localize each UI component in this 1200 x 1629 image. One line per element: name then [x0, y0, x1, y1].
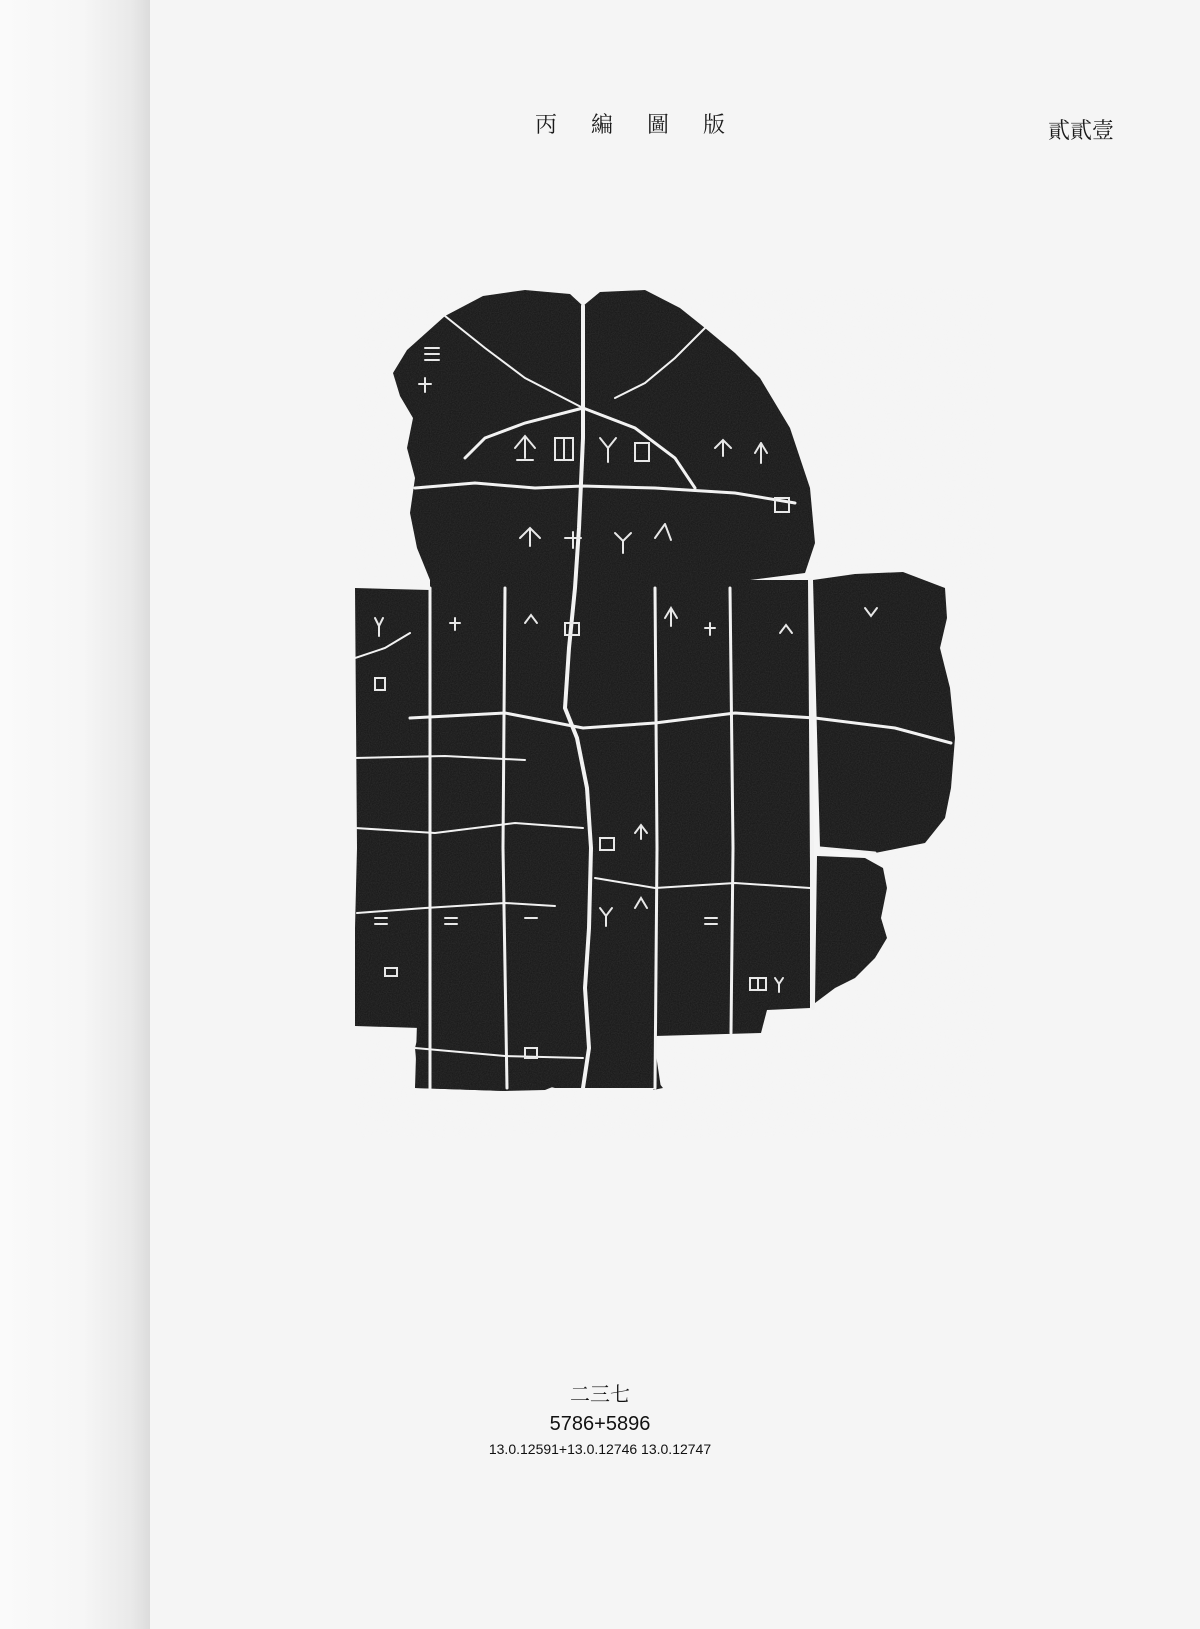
oracle-bone-rubbing	[355, 288, 995, 1138]
running-title: 丙編圖版	[535, 113, 760, 138]
registration-numbers: 5786+5896	[549, 1413, 651, 1435]
catalog-number: 二三七	[570, 1382, 630, 1406]
page-number: 貳貳壹	[1048, 119, 1115, 144]
field-numbers: 13.0.12591+13.0.12746 13.0.12747	[488, 1441, 712, 1457]
